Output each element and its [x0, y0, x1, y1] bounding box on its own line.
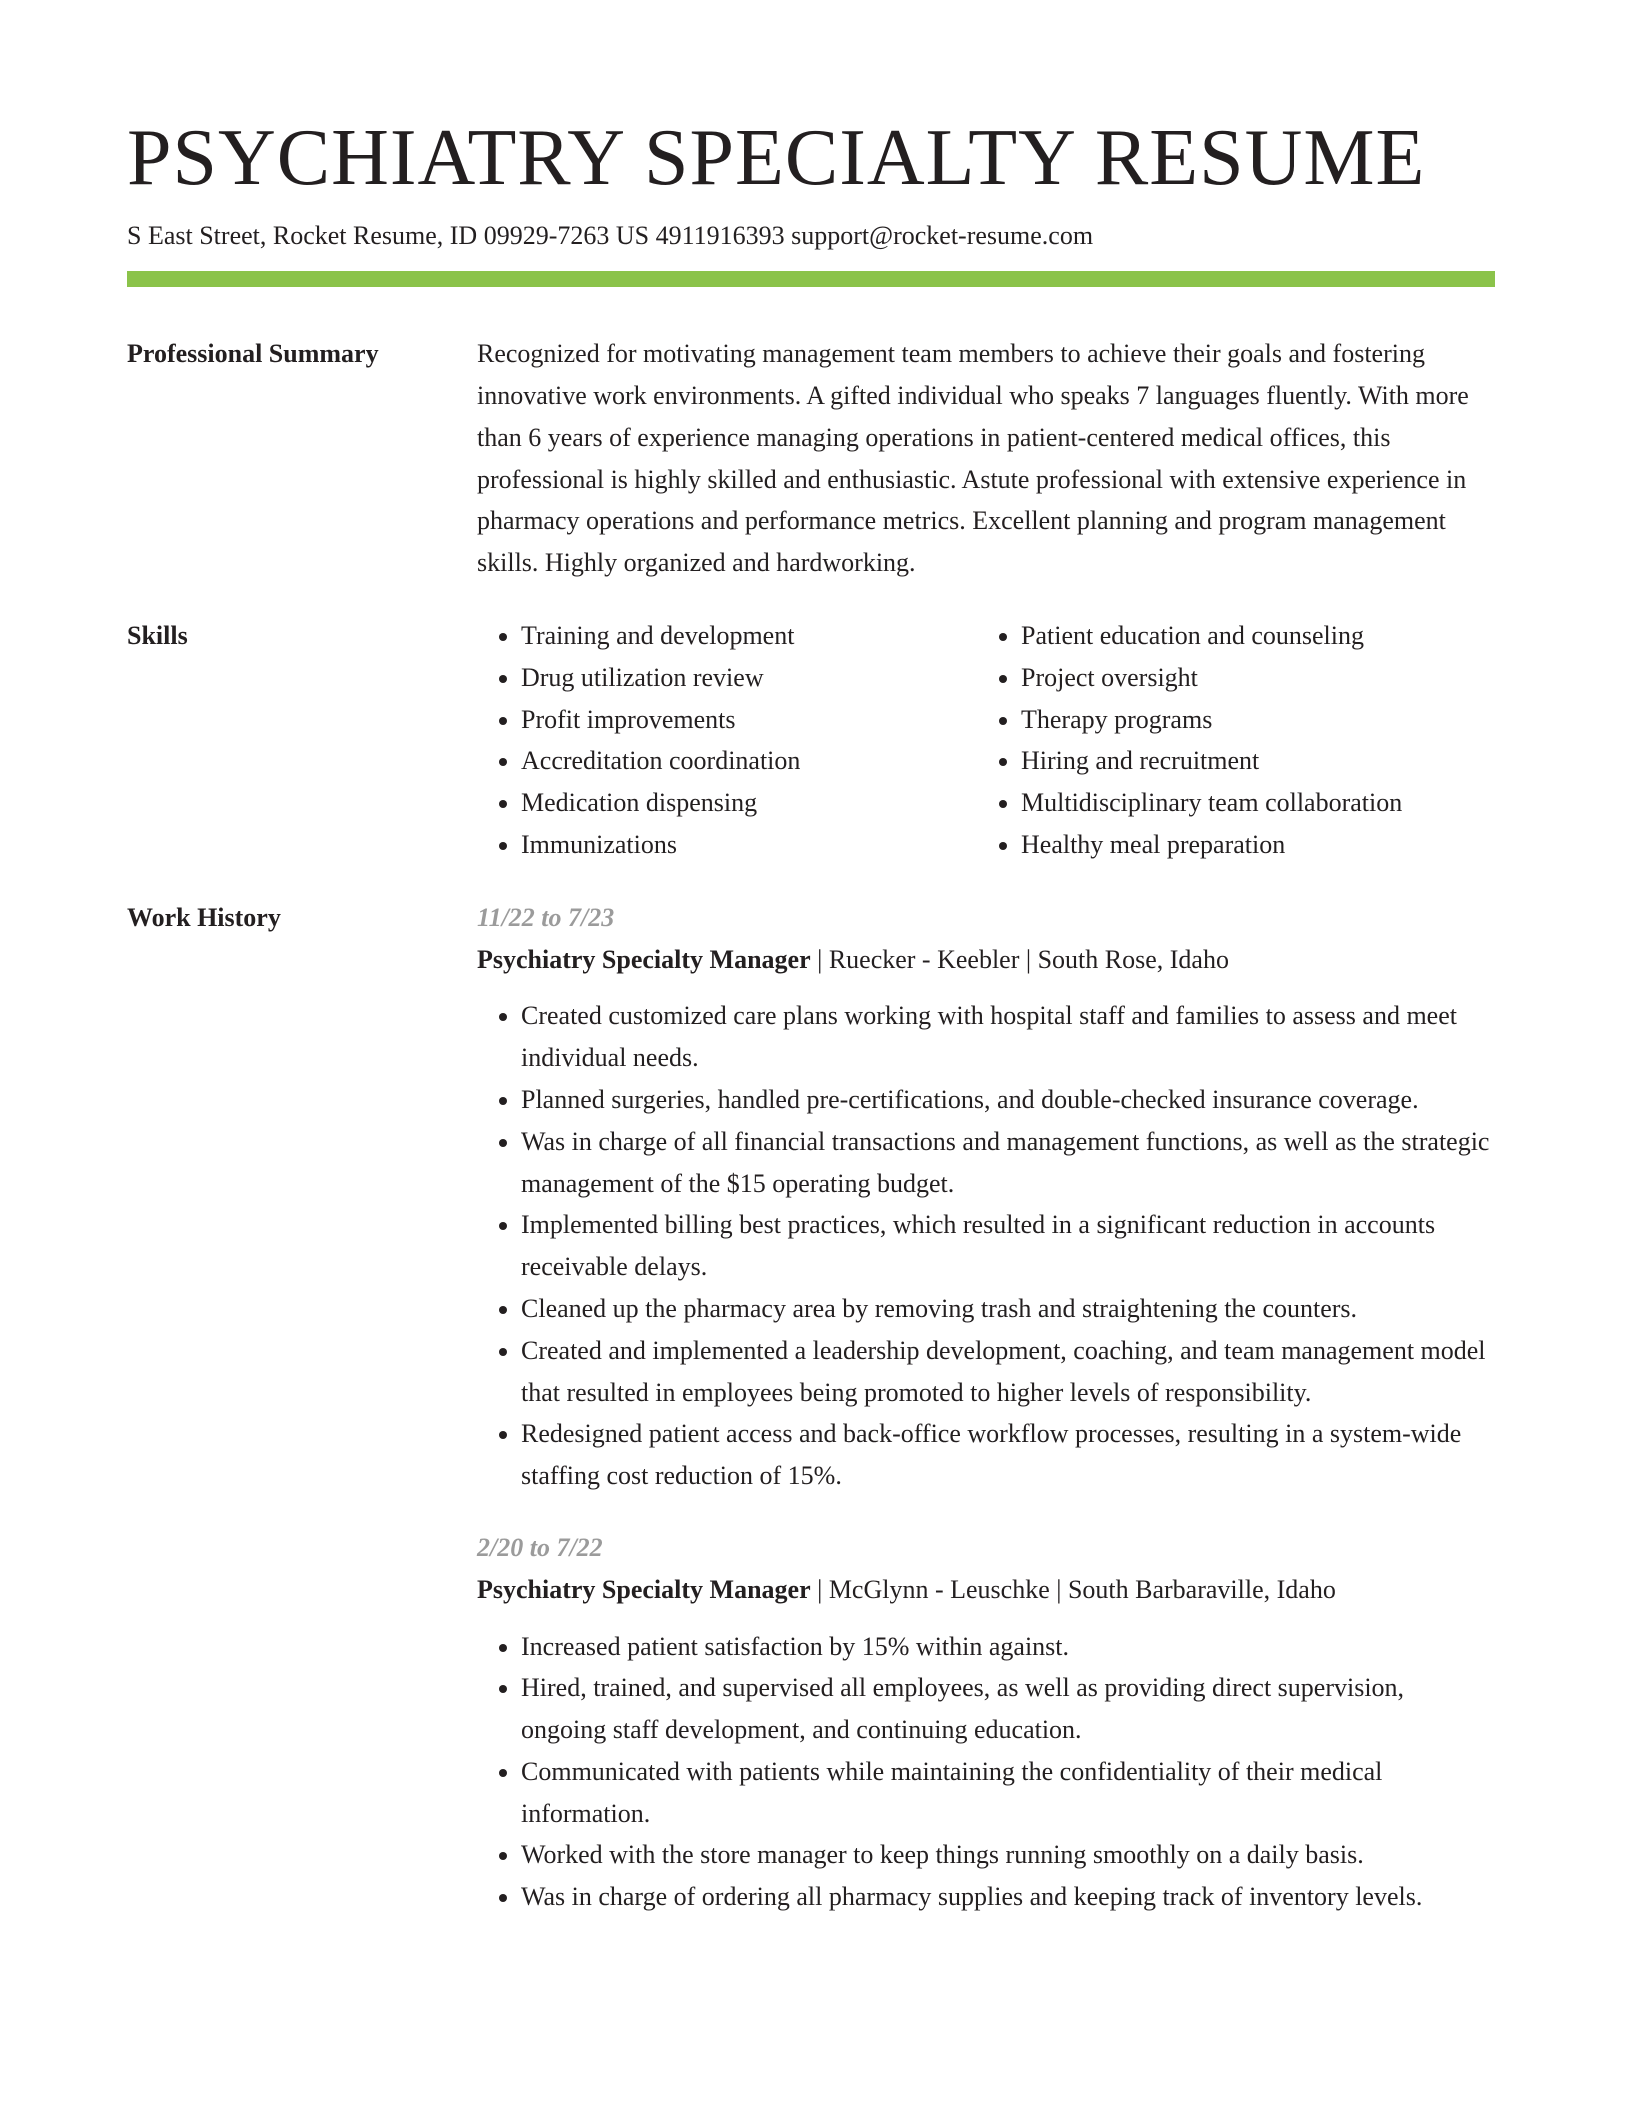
job-bullet: • Was in charge of ordering all pharmacy supplies and keeping track of inventory levels. [521, 1876, 1495, 1918]
skill-item: • Hiring and recruitment [1021, 740, 1477, 782]
skill-item: • Healthy meal preparation [1021, 824, 1477, 866]
job-role: Psychiatry Specialty Manager [477, 1574, 811, 1604]
job-details: | McGlynn - Leuschke | South Barbaraville, Idaho [817, 1574, 1336, 1604]
skills-columns [477, 615, 1495, 866]
job-role: Psychiatry Specialty Manager [477, 944, 811, 974]
contact-line [127, 220, 1495, 251]
job-bullets [477, 995, 1495, 1497]
skill-item: • Patient education and counseling [1021, 615, 1477, 657]
work-history-section [127, 897, 1495, 1918]
job-bullets [477, 1626, 1495, 1919]
skills-section [127, 615, 1495, 866]
section-title: Work History [127, 902, 281, 932]
job-heading [477, 939, 1495, 981]
skill-item: • Multidisciplinary team collaboration [1021, 782, 1477, 824]
job-dates: 11/22 to 7/23 [477, 902, 615, 932]
skill-item: • Drug utilization review [521, 657, 977, 699]
job-bullet: • Created customized care plans working with hospital staff and families to assess and meet individual needs. [521, 995, 1495, 1079]
job-dates: 2/20 to 7/22 [477, 1532, 603, 1562]
job-heading [477, 1569, 1495, 1611]
address: S East Street, Rocket Resume, ID 09929-7263 US [127, 221, 650, 250]
skills-list-left [477, 615, 977, 866]
job-bullet: • Increased patient satisfaction by 15% within against. [521, 1626, 1495, 1668]
phone: 4911916393 [655, 221, 785, 250]
work-entries [477, 897, 1495, 1918]
job-bullet: • Implemented billing best practices, which resulted in a significant reduction in accounts receivable delays. [521, 1204, 1495, 1288]
skill-item: • Profit improvements [521, 699, 977, 741]
summary-text: Recognized for motivating management team members to achieve their goals and fostering innovative work environments. A gifted individual who speaks 7 languages fluently. With more than 6 years of experience managing operations in patient-centered medical offices, this professional is highly skilled and enthusiastic. Astute professional with extensive experience in pharmacy operations and performance metrics. Excellent planning and program management skills. Highly organized and hardworking. [477, 339, 1469, 578]
skill-item: • Therapy programs [1021, 699, 1477, 741]
skills-list-right [977, 615, 1477, 866]
resume-page [127, 114, 1495, 1918]
job-bullet: • Cleaned up the pharmacy area by removing trash and straightening the counters. [521, 1288, 1495, 1330]
skill-item: • Accreditation coordination [521, 740, 977, 782]
job-entry [477, 897, 1495, 1497]
job-bullet: • Communicated with patients while maintaining the confidentiality of their medical information. [521, 1751, 1495, 1835]
job-details: | Ruecker - Keebler | South Rose, Idaho [817, 944, 1229, 974]
section-title: Professional Summary [127, 339, 379, 369]
skill-item: • Training and development [521, 615, 977, 657]
job-bullet: • Redesigned patient access and back-office workflow processes, resulting in a system-wide staffing cost reduction of 15%. [521, 1413, 1495, 1497]
job-bullet: • Hired, trained, and supervised all employees, as well as providing direct supervision, ongoing staff development, and continuing education. [521, 1667, 1495, 1751]
job-bullet: • Was in charge of all financial transactions and management functions, as well as the strategic management of the $15 operating budget. [521, 1121, 1495, 1205]
email: support@rocket-resume.com [791, 221, 1094, 250]
skill-item: • Project oversight [1021, 657, 1477, 699]
job-entry [477, 1527, 1495, 1918]
job-bullet: • Planned surgeries, handled pre-certifications, and double-checked insurance coverage. [521, 1079, 1495, 1121]
section-title: Skills [127, 620, 188, 650]
accent-divider [127, 271, 1495, 287]
job-bullet: • Worked with the store manager to keep things running smoothly on a daily basis. [521, 1834, 1495, 1876]
job-bullet: • Created and implemented a leadership development, coaching, and team management model that resulted in employees being promoted to higher levels of responsibility. [521, 1330, 1495, 1414]
summary-section [127, 333, 1495, 584]
skill-item: • Medication dispensing [521, 782, 977, 824]
skill-item: • Immunizations [521, 824, 977, 866]
resume-title: PSYCHIATRY SPECIALTY RESUME [127, 114, 1426, 202]
